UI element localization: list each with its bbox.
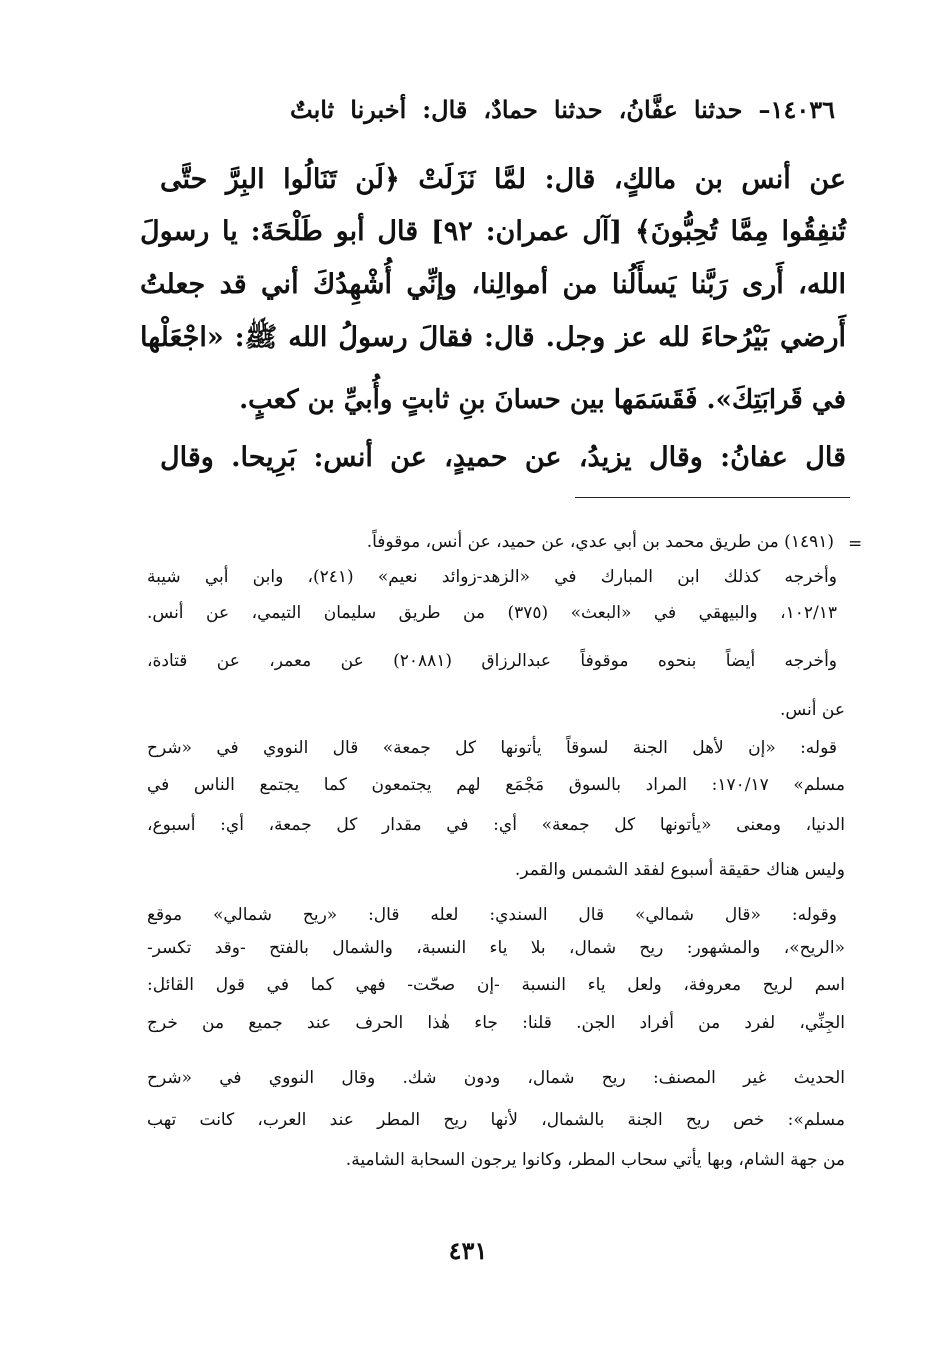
- footnote-separator: [575, 497, 850, 498]
- footnote-line-13: الجِنِّي، لفرد من أفراد الجن. قلنا: جاء هٰذا الحرف عند جميع من خرج: [147, 1013, 845, 1033]
- footnote-line-6: قوله: «إن لأهل الجنة لسوقاً يأتونها كل جمعة» قال النووي في «شرح: [147, 738, 837, 758]
- footnote-line-9: وليس هناك حقيقة أسبوع لفقد الشمس والقمر.: [514, 860, 845, 880]
- footnote-line-14: الحديث غير المصنف: ريح شمال، ودون شك. وقال النووي في «شرح: [147, 1068, 845, 1088]
- footnote-line-8: الدنيا، ومعنى «يأتونها كل جمعة» أي: في مقدار كل جمعة، أي: أسبوع،: [147, 815, 845, 835]
- footnote-line-11: «الريح»، والمشهور: ريح شمال، بلا ياء النسبة، والشمال بالفتح -وقد تكسر-: [147, 938, 845, 958]
- footnote-line-10: وقوله: «قال شمالي» قال السندي: لعله قال: «ريح شمالي» موقع: [147, 905, 837, 925]
- page-number: ٤٣١: [448, 1236, 488, 1265]
- hadith-line-4: أَرضي بَيْرُحاءَ لله عز وجل. قال: فقالَ رسولُ الله ﷺ: «اجْعَلْها: [140, 322, 846, 353]
- hadith-line-6: قال عفانُ: وقال يزيدُ، عن حميدٍ، عن أنس: بَرِيحا. وقال: [160, 442, 846, 473]
- footnote-line-12: اسم لريح معروفة، ولعل ياء النسبة -إن صحّت- فهي كما في قول القائل:: [147, 975, 845, 995]
- footnote-line-3: ١٠٢/١٣، والبيهقي في «البعث» (٣٧٥) من طريق سليمان التيمي، عن أنس.: [147, 603, 837, 623]
- footnote-line-16: من جهة الشام، وبها يأتي سحاب المطر، وكانوا يرجون السحابة الشامية.: [345, 1150, 845, 1170]
- footnote-line-4: وأخرجه أيضاً بنحوه موقوفاً عبدالرزاق (٢٠٨٨١) عن معمر، عن قتادة،: [147, 651, 838, 671]
- continuation-mark: =: [848, 534, 863, 554]
- footnote-line-2: وأخرجه كذلك ابن المبارك في «الزهد-زوائد نعيم» (٢٤١)، وابن أبي شيبة: [147, 567, 837, 587]
- hadith-heading: ١٤٠٣٦– حدثنا عفَّانُ، حدثنا حمادٌ، قال: أخبرنا ثابتٌ: [290, 95, 835, 124]
- hadith-line-5: في قَرابَتِكَ». فَقَسَمَها بين حسانَ بنِ ثابتٍ وأُبيِّ بن كعبٍ.: [239, 385, 846, 415]
- hadith-line-2: تُنفِقُوا مِمَّا تُحِبُّونَ﴾ [آل عمران: ٩٢] قال أبو طَلْحَةَ: يا رسولَ: [140, 216, 846, 247]
- footnote-line-7: مسلم» ١٧٠/١٧: المراد بالسوق مَجْمَع لهم يجتمعون كما يجتمع الناس في: [147, 775, 845, 795]
- footnote-line-15: مسلم»: خص ريح الجنة بالشمال، لأنها ريح المطر عند العرب، كانت تهب: [147, 1110, 845, 1130]
- footnote-line-1: (١٤٩١) من طريق محمد بن أبي عدي، عن حميد، عن أنس، موقوفاً.: [366, 532, 834, 552]
- hadith-line-3: الله، أَرى رَبَّنا يَسأَلُنا من أموالِنا، وإنِّي أُشْهِدُكَ أني قد جعلتُ: [140, 269, 846, 300]
- footnote-line-5: عن أنس.: [779, 700, 845, 720]
- hadith-line-1: عن أنس بن مالكٍ، قال: لمَّا نَزَلَتْ ﴿لَن تَنَالُوا البِرَّ حتَّى: [160, 164, 846, 195]
